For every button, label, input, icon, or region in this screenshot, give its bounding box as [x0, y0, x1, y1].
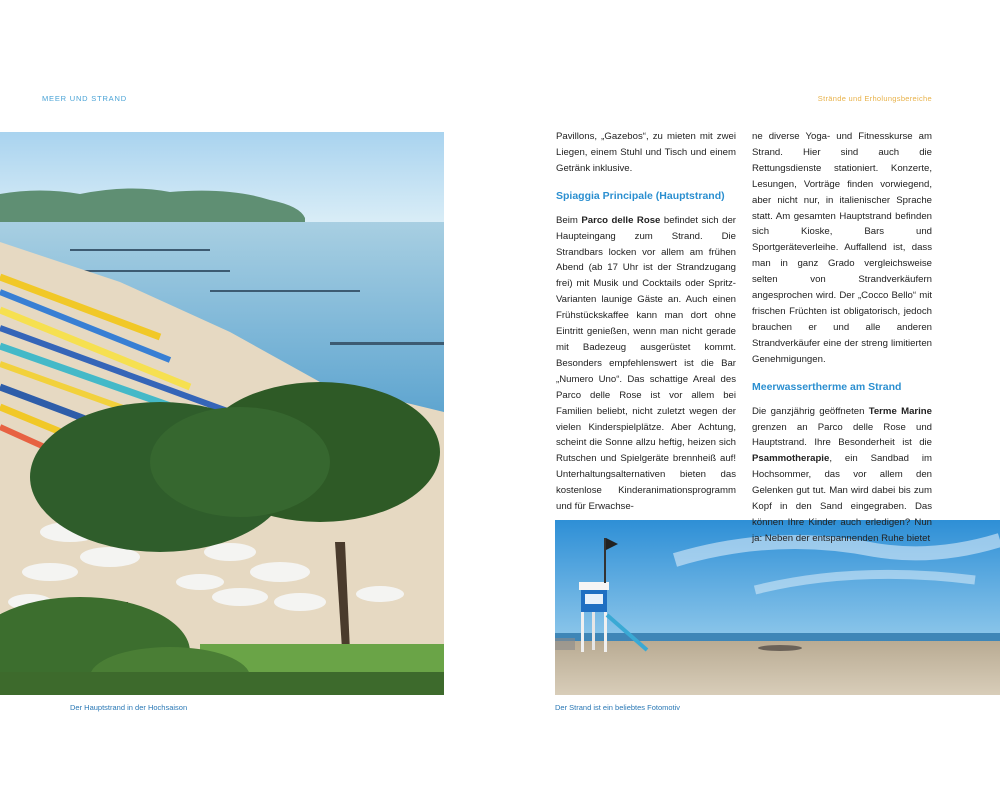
paragraph-intro: Pavillons, „Gazebos“, zu mieten mit zwei Liegen, einem Stuhl und Tisch und einem Getränk inklusive. [556, 131, 736, 174]
photo-caption-left: Der Hauptstrand in der Hochsaison [70, 703, 188, 712]
text-span: befindet sich der Haupteingang zum Strand. Die Strandbars locken vor allem am frühen Abend (ab 17 Uhr ist der Strandzugang frei) mit Musik und Cocktails oder Spritz-Varianten launige Gäste an. Auch einen Frühstückskaffee kann man dort ohne Eintritt genießen, wenn man nicht gerade mit Badezeug ausgerüstet kommt. Besonders empfehlenswert ist die Bar „Numero Uno“. Das schattige Areal des Parco delle Rose ist vor allem bei Familien beliebt, nicht zuletzt wegen der vielen Kinderspielplätze. Aber Achtung, scheint die Sonne allzu heftig, heizen sich Rutschen und Spielgeräte brennheiß auf! Unterhaltungsalternativen bieten das kostenlose Kinderanimationsprogramm und für Erwachse- [556, 214, 736, 513]
heading-meerwassertherme: Meerwassertherme am Strand [752, 380, 902, 393]
running-head-right: Strände und Erholungsbereiche [817, 94, 932, 103]
text-span: grenzen an Parco delle Rose und Hauptstrand. Ihre Besonderheit ist die [752, 421, 932, 449]
running-head-left: MEER UND STRAND [42, 94, 127, 103]
heading-spiaggia-principale: Spiaggia Principale (Hauptstrand) [556, 189, 725, 202]
bold-psammotherapie: Psammotherapie [752, 453, 830, 465]
text-span: , ein Sandbad im Hochsommer, das vor allem den Gelenken gut tut. Man wird dabei bis zum Kopf in den Sand eingegraben. Das können Ihre Kinder auch erledigen? Nun ja: Neben der entspannenden Ruhe bietet [752, 453, 932, 544]
bold-parco-delle-rose: Parco delle Rose [581, 214, 661, 226]
beach-photo [0, 132, 444, 695]
paragraph-terme-marine [752, 404, 932, 547]
text-span: Die ganzjährig geöffneten [752, 405, 869, 417]
paragraph-hauptstrand [556, 213, 736, 515]
paragraph-continuation: ne diverse Yoga- und Fitnesskurse am Strand. Hier sind auch die Rettungsdienste stationiert. Konzerte, Lesungen, Vorträge finden vorwiegend, aber nicht nur, in italienischer Sprache statt. Am gesamten Hauptstrand befinden sich Kioske, Bars und Sportgeräteverleihe. Auffallend ist, dass man in ganz Grado vergleichsweise selten von Strandverkäufern angesprochen wird. Der „Cocco Bello“ mit frischen Früchten ist obligatorisch, jedoch brauchen er und alle anderen Strandverkäufer eine der streng limitierten Genehmigungen. [752, 131, 932, 365]
text-span: Beim [556, 214, 582, 226]
text-column-1 [556, 129, 736, 515]
text-column-2 [752, 129, 932, 547]
photo-caption-right: Der Strand ist ein beliebtes Fotomotiv [555, 703, 681, 712]
bold-terme-marine: Terme Marine [868, 405, 932, 417]
